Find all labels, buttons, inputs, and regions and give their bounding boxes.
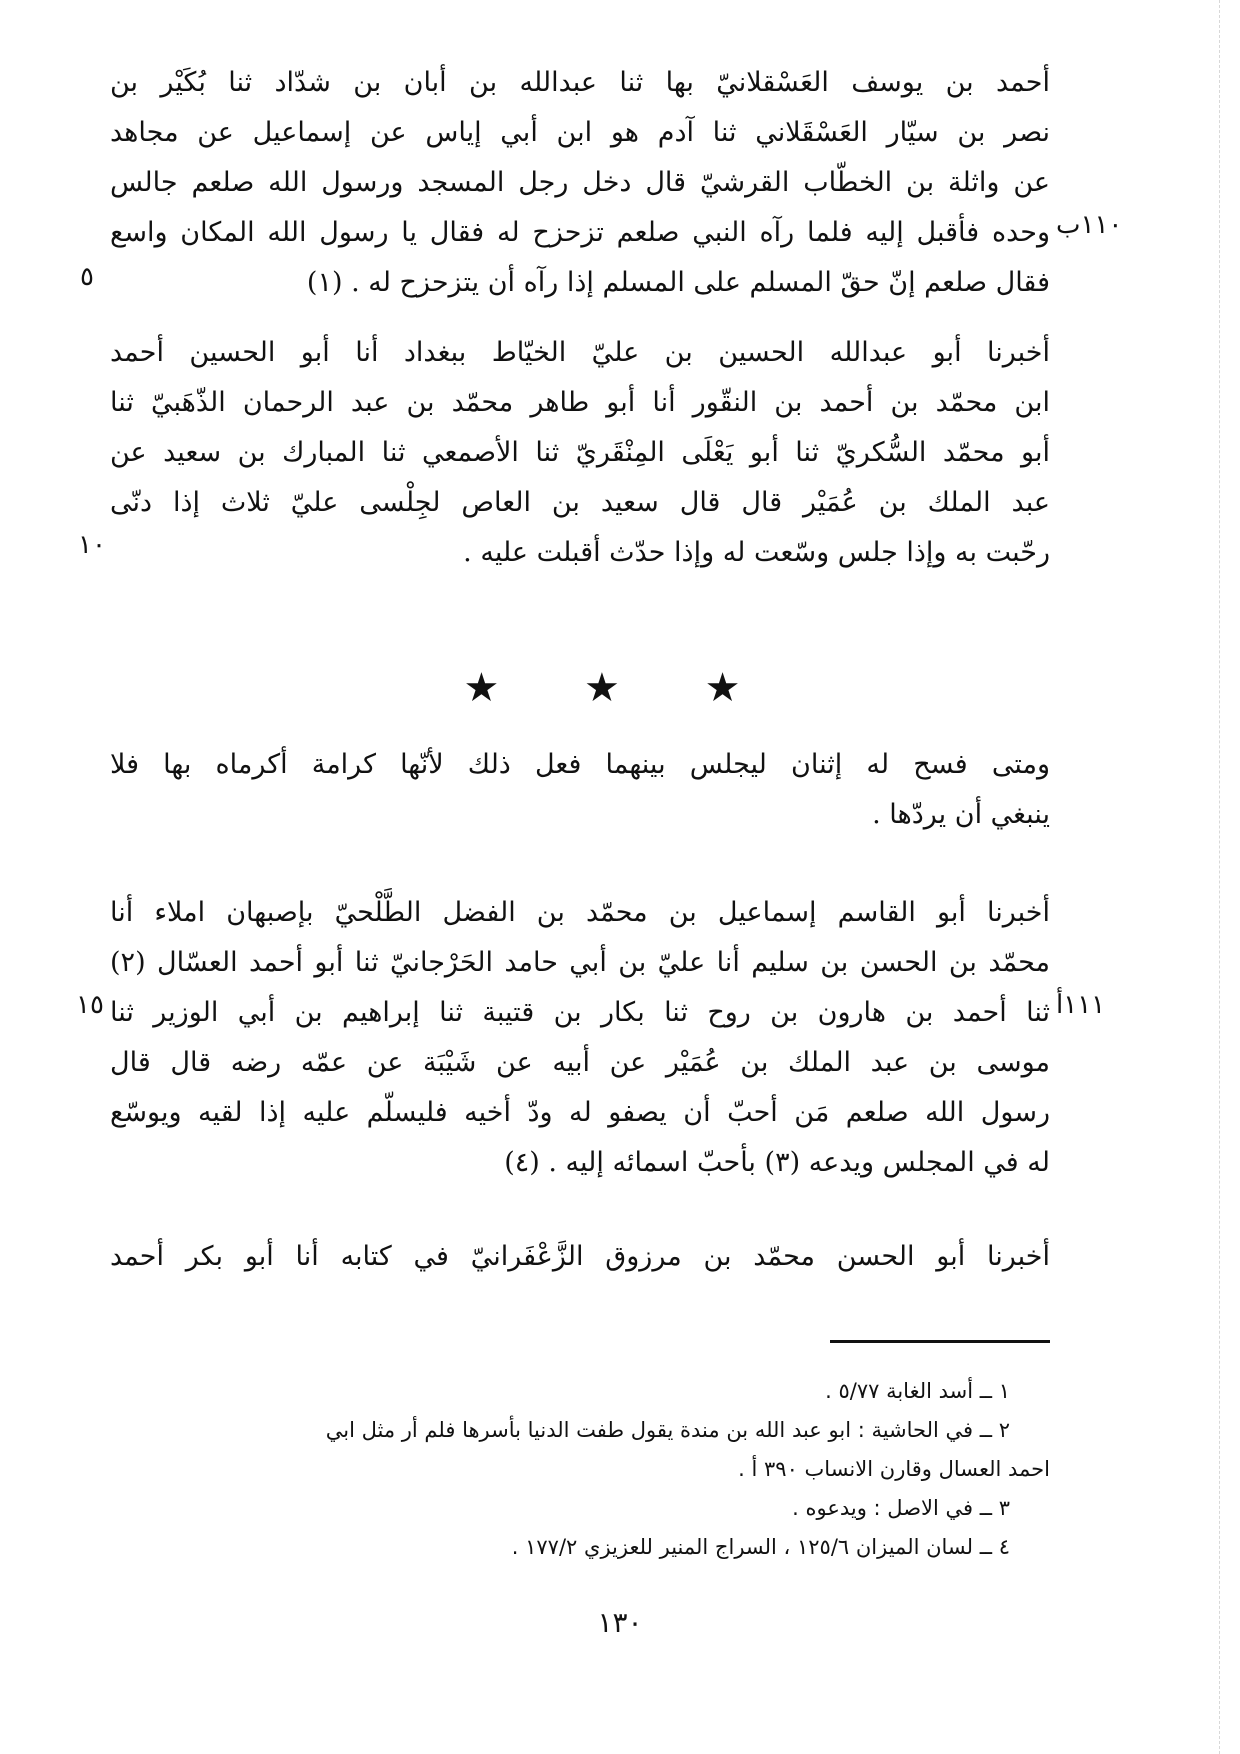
text-line: نصر بن سيّار العَسْقَلاني ثنا آدم هو ابن أبي إياس عن إسماعيل عن مجاهد (110, 117, 1050, 148)
line-number-15: ١٥ (76, 990, 104, 1020)
folio-marker-111a: ١١١أ (1056, 990, 1106, 1020)
scan-edge-line (1217, 0, 1220, 1754)
line-number-5: ٥ (80, 262, 94, 292)
text-line: ومتى فسح له إثنان ليجلس بينهما فعل ذلك لأنّها كرامة أكرماه بها فلا (110, 749, 1050, 780)
text-line: موسى بن عبد الملك بن عُمَيْر عن أبيه عن شَيْبَة عن عمّه رضه قال قال (110, 1047, 1050, 1078)
text-line: ابن محمّد بن أحمد بن النقّور أنا أبو طاهر محمّد بن عبد الرحمان الذّهَبيّ ثنا (110, 387, 1050, 418)
text-line: أخبرنا أبو القاسم إسماعيل بن محمّد بن الفضل الطَّلْحيّ بإصبهان املاء أنا (110, 897, 1050, 928)
text-line: أخبرنا أبو الحسن محمّد بن مرزوق الزَّعْفَرانيّ في كتابه أنا أبو بكر أحمد (110, 1241, 1050, 1272)
text-line: أبو محمّد السُّكريّ ثنا أبو يَعْلَى المِنْقَريّ ثنا الأصمعي ثنا المبارك بن سعيد عن (110, 437, 1050, 468)
paragraph-3 (110, 740, 1050, 840)
text-line: وحده فأقبل إليه فلما رآه النبي صلعم تزحزح له فقال يا رسول الله المكان واسع (110, 217, 1050, 248)
paragraph-5 (110, 1232, 1050, 1282)
text-line: فقال صلعم إنّ حقّ المسلم على المسلم إذا رآه أن يتزحزح له . (١) (306, 267, 1050, 298)
section-separator: ★ ★ ★ (463, 665, 777, 711)
line-number-10: ١٠ (78, 530, 106, 560)
footnote-2: ٢ ــ في الحاشية : ابو عبد الله بن مندة يقول طفت الدنيا بأسرها فلم أر مثل ابي (325, 1418, 1010, 1442)
text-line: عبد الملك بن عُمَيْر قال قال سعيد بن العاص لجِلْسى عليّ ثلاث إذا دنّى (110, 487, 1050, 518)
text-line: عن واثلة بن الخطّاب القرشيّ قال دخل رجل المسجد ورسول الله صلعم جالس (110, 167, 1050, 198)
footnote-2-continued: احمد العسال وقارن الانساب ٣٩٠ أ . (738, 1457, 1050, 1481)
folio-marker-110b: ١١٠ب (1056, 210, 1123, 240)
paragraph-2 (110, 328, 1050, 578)
text-line: له في المجلس ويدعه (٣) بأحبّ اسمائه إليه . (٤) (504, 1147, 1050, 1178)
footnote-3: ٣ ــ في الاصل : ويدعوه . (792, 1496, 1010, 1520)
paragraph-4 (110, 888, 1050, 1188)
text-line: رسول الله صلعم مَن أحبّ أن يصفو له ودّ أخيه فليسلّم عليه إذا لقيه ويوسّع (110, 1097, 1050, 1128)
text-line: ينبغي أن يردّها . (872, 799, 1050, 830)
footnotes (90, 1372, 1050, 1567)
text-line: أحمد بن يوسف العَسْقلانيّ بها ثنا عبدالله بن أبان بن شدّاد ثنا بُكَيْر بن (110, 67, 1050, 98)
text-line: رحّبت به وإذا جلس وسّعت له وإذا حدّث أقبلت عليه . (463, 537, 1050, 568)
footnote-1: ١ ــ أسد الغابة ٥/٧٧ . (825, 1379, 1010, 1403)
page-number: ١٣٠ (597, 1606, 643, 1639)
text-line: أخبرنا أبو عبدالله الحسين بن عليّ الخيّاط ببغداد أنا أبو الحسين أحمد (110, 337, 1050, 368)
paragraph-1 (110, 58, 1050, 308)
footnote-4: ٤ ــ لسان الميزان ١٢٥/٦ ، السراج المنير للعزيزي ١٧٧/٢ . (511, 1535, 1010, 1559)
text-line: محمّد بن الحسن بن سليم أنا عليّ بن أبي حامد الحَرْجانيّ ثنا أبو أحمد العسّال (٢) (110, 947, 1050, 978)
footnote-divider (830, 1340, 1050, 1343)
text-line: ثنا أحمد بن هارون بن روح ثنا بكار بن قتيبة ثنا إبراهيم بن أبي الوزير ثنا (110, 997, 1050, 1028)
